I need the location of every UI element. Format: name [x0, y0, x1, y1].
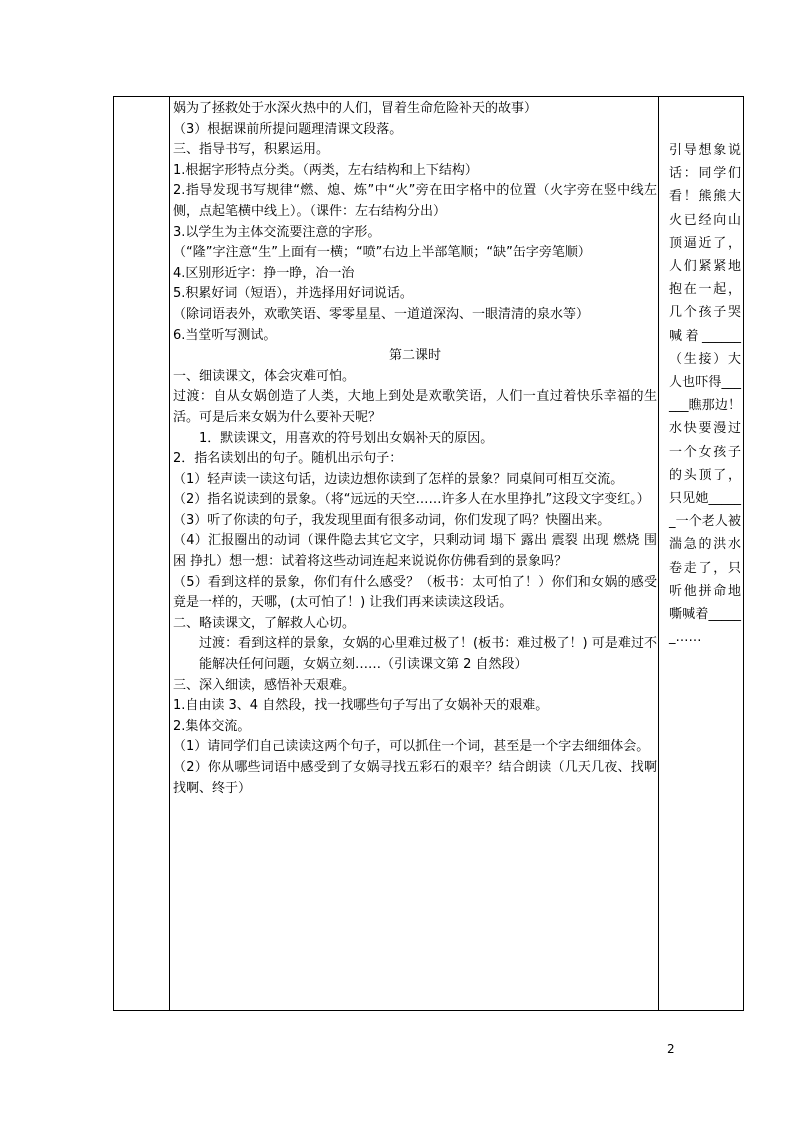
text-line: 1．默读课文，用喜欢的符号划出女娲补天的原因。	[199, 430, 494, 446]
text-line: （1）请同学们自己读读这两个句子，可以抓住一个词，甚至是一个字去细细体会。	[173, 739, 650, 755]
text-line: （1）轻声读一读这句话，边读边想你读到了怎样的景象？同桌间可相互交流。	[173, 471, 624, 487]
text-line: （5）看到这样的景象，你们有什么感受？（板书：太可怕了！）你们和女娲的感受竟是一样的，天哪，(太可怕了！) 让我们再来读读这段话。	[173, 574, 657, 611]
text-line: 4.区别形近字：挣一睁，冶一治	[173, 265, 355, 281]
text-line: （3）听了你读的句子，我发现里面有很多动词，你们发现了吗？快圈出来。	[173, 512, 611, 528]
text-line: 过渡：自从女娲创造了人类，大地上到处是欢歌笑语，人们一直过着快乐幸福的生活。可是后来女娲为什么要补天呢？	[173, 389, 657, 425]
text-line: （2）你从哪些词语中感受到了女娲寻找五彩石的艰辛？结合朗读（几天几夜、找啊找啊、终于）	[173, 760, 657, 796]
text-line: 6.当堂听写测试。	[173, 327, 277, 343]
column-divider-right	[658, 97, 659, 1010]
text-line: 5.积累好词（短语），并选择用好词说话。	[173, 286, 413, 302]
text-line: 三、深入细读，感悟补天艰难。	[173, 677, 356, 693]
text-line: 2.指导发现书写规律“燃、熄、炼”中“火”旁在田字格中的位置（火字旁在竖中线左侧，点起笔横中线上）。（课件：左右结构分出）	[173, 183, 657, 219]
column-divider-left	[169, 97, 170, 1010]
teacher-notes-column	[669, 139, 741, 649]
text-line: 2．指名读划出的句子。随机出示句子：	[173, 451, 403, 467]
page-number: 2	[667, 1042, 675, 1056]
text-line: 2.集体交流。	[173, 718, 251, 734]
text-line: （4）汇报圈出的动词（课件隐去其它文字，只剩动词 塌下 露出 震裂 出现 燃烧 围困 挣扎）想一想：试着将这些动词连起来说说你仿佛看到的景象吗？	[173, 533, 657, 570]
text-line: （2）指名说读到的景象。（将“远远的天空……许多人在水里挣扎”这段文字变红。）	[173, 492, 650, 508]
text-line: （3）根据课前所提问题理清课文段落。	[173, 121, 403, 137]
text-line: （“隆”字注意“生”上面有一横；“喷”右边上半部笔顺；“缺”缶字旁笔顺）	[173, 245, 591, 261]
text-line: 一、细读课文，体会灾难可怕。	[173, 368, 356, 384]
text-line: （除词语表外，欢歌笑语、零零星星、一道道深沟、一眼清清的泉水等）	[173, 306, 590, 322]
side-note-text: 引导想象说话：同学们看！熊熊大火已经向山顶逼近了，人们紧紧地抱在一起，几个孩子哭喊着______（生接）大人也吓得______瞧那边！水快要漫过一个女孩子的头顶了，只见她______一个老人被湍急的洪水卷走了，只听他拼命地嘶喊着______……	[669, 143, 741, 646]
text-line: 3.以学生为主体交流要注意的字形。	[173, 224, 381, 240]
text-line: 娲为了拯救处于水深火热中的人们，冒着生命危险补天的故事）	[173, 101, 538, 116]
text-line: 1.根据字形特点分类。（两类，左右结构和上下结构）	[173, 162, 478, 178]
text-line: 三、指导书写，积累运用。	[173, 142, 330, 158]
text-line: 二、略读课文，了解救人心切。	[173, 615, 356, 631]
text-line: 第二课时	[388, 348, 441, 364]
teaching-process-column	[173, 99, 657, 799]
text-line: 1.自由读 3、4 自然段，找一找哪些句子写出了女娲补天的艰难。	[173, 698, 549, 714]
lesson-plan-table	[113, 96, 744, 1011]
text-line: 过渡：看到这样的景象，女娲的心里难过极了！(板书：难过极了！) 可是难过不能解决任何问题，女娲立刻……（引读课文第 2 自然段）	[199, 636, 657, 673]
